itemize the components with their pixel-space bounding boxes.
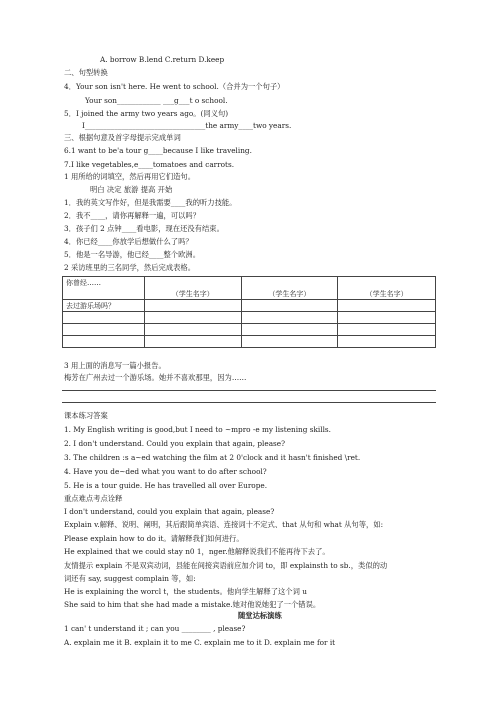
sentence-5: 5．他是一名导游，他已经____整个欧洲。 [64,250,200,259]
writing-line [62,402,436,403]
note-6: 词还有 say, suggest complain 等，如: [64,574,196,583]
table-row [63,336,436,348]
table-cell [144,336,241,348]
table-cell [144,300,241,312]
student-name-header: （学生名字） [241,288,338,300]
table-cell [241,312,338,324]
table-cell [144,277,241,289]
sentence-1: 1．我的英文写作好，但是我需要____我的听力技能。 [64,198,237,207]
question-5-answer: I_________________________________the army____two years. [82,121,292,130]
table-cell [241,277,338,289]
sentence-2: 2．我不____，请你再解释一遍，可以吗？ [64,211,200,220]
question-5: 5．I joined the army two years ago。(同义句) [64,109,229,118]
options-line: A. borrow B.lend C.return D.keep [100,55,225,64]
table-cell [338,336,436,348]
survey-table [62,276,436,348]
table-cell [338,300,436,312]
question-4: 4．Your son isn't here. He went to school.（合并为一个句子） [64,82,285,91]
table-cell [338,277,436,289]
task-3: 3 用上面的消息写一篇小报告。 [64,361,166,370]
drill-heading: 随堂达标演练 [238,611,282,620]
task-2: 2 采访班里的三名同学，然后完成表格。 [64,263,196,272]
note-8: She said to him that she had made a mistake.她对他说她犯了一个错误。 [64,600,321,609]
report-line: 梅芳在广州去过一个游乐场。她并不喜欢那里，因为…… [64,373,247,382]
table-row [63,288,436,300]
note-7: He is explaining the worcl t，the students。他向学生解释了这个词 u [64,587,307,596]
table-cell [63,312,145,324]
question-4-answer: Your son____________ ___g___t o school. [85,96,228,105]
note-3: Please explain how to do it。请解释我们如何进行。 [64,534,244,543]
student-name-header: （学生名字） [144,288,241,300]
table-row [63,277,436,289]
answer-4: 4. Have you de~ded what you want to do after school? [64,467,267,476]
table-cell [338,312,436,324]
table-cell [241,324,338,336]
answer-5: 5. He is a tour guide. He has travelled all over Europe. [64,481,268,490]
table-cell [338,324,436,336]
table-row [63,300,436,312]
answer-2: 2. I don't understand. Could you explain that again, please? [64,439,286,448]
question-7: 7.I like vegetables,e____tomatoes and carrots. [64,160,235,169]
task-1: 1 用所给的词填空，然后再用它们造句。 [64,172,196,181]
table-row [63,324,436,336]
table-row [63,312,436,324]
answers-heading: 课本练习答案 [64,411,108,420]
table-cell [241,336,338,348]
section3-heading: 三、根据句意及首字母提示完成单词 [64,133,181,142]
table-cell [63,288,145,300]
answer-1: 1. My English writing is good,but I need to ~mpro -e my listening skills. [64,425,331,434]
note-2: Explain v.解释、说明、阐明，其后跟简单宾语、连接词十不定式、that 从句和 what 从句等，如: [64,520,384,529]
table-cell [63,324,145,336]
sentence-3: 3．孩子们 2 点钟____看电影，现在还没有结束。 [64,224,224,233]
answer-3: 3. The children :s a~ed watching the film at 2 0'clock and it hasn't finished \ret. [64,453,361,462]
word-bank: 明白 决定 旅游 提高 开始 [90,185,173,194]
note-4: He explained that we could stay n0 1，nger.他解释说我们不能再待下去了。 [64,547,330,556]
writing-line [62,390,436,391]
drill-question-1: 1 can' t understand it ; can you ________ , please? [64,624,246,633]
table-cell: 你曾经…… [63,277,145,289]
table-cell [144,324,241,336]
note-5: 友情提示 explain 不是双宾动词，县能在间接宾语前应加介词 to，即 explainsth to sb.，类似的动 [64,561,388,570]
table-cell [144,312,241,324]
notes-heading: 重点难点考点诠释 [64,494,123,503]
table-cell [241,300,338,312]
question-cell: 去过游乐场吗？ [63,300,145,312]
section2-heading: 二、句型转换 [64,68,108,77]
note-1: I don't understand, could you explain that again, please? [64,507,275,516]
question-6: 6.1 want to be'a tour g____because I like traveling. [64,146,252,155]
sentence-4: 4．你已经____你放学后想做什么了吗？ [64,237,193,246]
drill-options: A. explain me it B. explain it to me C. explain me to it D. explain me for it [64,638,336,647]
table-cell [63,336,145,348]
student-name-header: （学生名字） [338,288,436,300]
